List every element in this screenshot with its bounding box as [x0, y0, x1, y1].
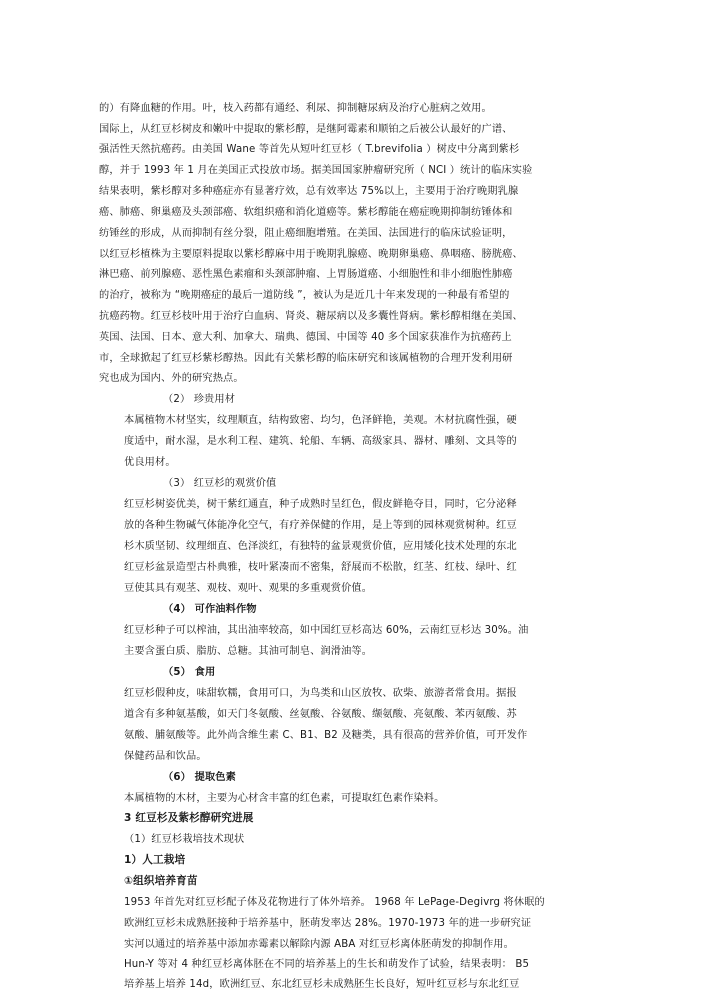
text-line: 优良用材。 [124, 457, 176, 468]
text-line: 红豆杉树姿优美，树干紫红通直，种子成熟时呈红色，假皮鲜艳夺目，同时，它分泌释 [124, 499, 517, 510]
text-line: 度适中，耐水湿，是水利工程、建筑、轮船、车辆、高级家具、器材、雕刻、文具等的 [124, 436, 517, 447]
text-line: 以红豆杉植株为主要原料提取以紫杉醇麻中用于晚期乳腺癌、晚期卵巢癌、鼻咽癌、膀胱癌、 [99, 249, 523, 260]
text-line: 国际上，从红豆杉树皮和嫩叶中提取的紫杉醇，是继阿霉素和顺铂之后被公认最好的广谱、 [99, 124, 513, 135]
text-line: 醇，并于 1993 年 1 月在美国正式投放市场。据美国国家肿瘤研究所（ NCI ）统计的临床实验 [99, 165, 533, 176]
text-line: 红豆杉盆景造型古朴典雅，枝叶紧凑而不密集，舒展而不松散，红茎、红枝、绿叶、红 [124, 562, 517, 573]
subheading: （6） 提取色素 [163, 772, 236, 783]
subheading: （4） 可作油料作物 [163, 604, 257, 615]
text-line: 主要含蛋白质、脂肪、总糖。其油可制皂、润滑油等。 [124, 646, 373, 657]
text-line: 氨酸、脯氨酸等。此外尚含维生素 C、B1、B2 及糖类，具有很高的营养价值，可开发作 [124, 730, 528, 741]
subheading: （1）红豆杉栽培技术现状 [124, 834, 245, 845]
text-line: 欧洲红豆杉未成熟胚接种于培养基中，胚萌发率达 28%。1970-1973 年的进一步研究证 [124, 918, 532, 929]
section-heading: 3 红豆杉及紫杉醇研究进展 [124, 812, 254, 824]
text-line: 纺锤丝的形成，从而抑制有丝分裂，阻止癌细胞增殖。在美国、法国进行的临床试验证明， [99, 228, 513, 239]
text-line: 英国、法国、日本、意大利、加拿大、瑞典、德国、中国等 40 多个国家获准作为抗癌药上 [99, 332, 512, 343]
text-line: 放的各种生物碱气体能净化空气，有疗养保健的作用，是上等到的园林观赏树种。红豆 [124, 520, 517, 531]
text-line: 市，全球掀起了红豆杉紫杉醇热。因此有关紫杉醇的临床研究和该属植物的合理开发利用研 [99, 353, 513, 364]
text-line: 1953 年首先对红豆杉配子体及花物进行了体外培养。 1968 年 LePage-Degivrg 将休眠的 [124, 897, 545, 908]
subheading: （5） 食用 [163, 667, 216, 678]
text-line: 本属植物木材坚实，纹理顺直，结构致密、均匀，色泽鲜艳，美观。木材抗腐性强，硬 [124, 415, 517, 426]
subheading: （2） 珍贵用材 [163, 394, 236, 405]
text-line: 培养基上培养 14d，欧洲红豆、东北红豆杉未成熟胚生长良好，短叶红豆杉与东北红豆 [124, 979, 520, 990]
text-line: 杉木质坚韧、纹理细直、色泽淡红，有独特的盆景观赏价值，应用矮化技术处理的东北 [124, 541, 517, 552]
text-line: 实河以通过的培养基中添加赤霉素以解除内源 ABA 对红豆杉离体胚萌发的抑制作用。 [124, 939, 514, 950]
text-line: 的）有降血糖的作用。叶，枝入药都有通经、利尿、抑制糖尿病及治疗心脏病之效用。 [99, 103, 492, 114]
text-line: 豆使其具有观茎、观枝、观叶、观果的多重观赏价值。 [124, 583, 373, 594]
text-line: 本属植物的木材，主要为心材含丰富的红色素，可提取红色素作染料。 [124, 793, 445, 804]
text-line: 道含有多种氨基酸，如天门冬氨酸、丝氨酸、谷氨酸、缬氨酸、亮氨酸、苯丙氨酸、苏 [124, 709, 517, 720]
text-line: Hun-Y 等对 4 种红豆杉离体胚在不同的培养基上的生长和萌发作了试验，结果表明： B5 [124, 959, 530, 970]
text-line: 抗癌药物。红豆杉枝叶用于治疗白血病、肾炎、糖尿病以及多囊性肾病。紫杉醇相继在美国、 [99, 311, 523, 322]
text-line: 结果表明，紫杉醇对多种癌症亦有显著疗效，总有效率达 75%以上，主要用于治疗晚期乳腺 [99, 186, 519, 197]
text-line: 强活性天然抗癌药。由美国 Wane 等首先从短叶红豆杉（ T.brevifolia ）树皮中分离到紫杉 [99, 144, 520, 155]
text-line: 保健药品和饮品。 [124, 751, 207, 762]
text-line: 红豆杉种子可以榨油，其出油率较高，如中国红豆杉高达 60%，云南红豆杉达 30%。油 [124, 625, 529, 636]
subheading: （3） 红豆杉的观赏价值 [163, 478, 277, 489]
text-line: 淋巴癌、前列腺癌、恶性黑色素瘤和头颈部肿瘤、上胃肠道癌、小细胞性和非小细胞性肺癌 [99, 269, 513, 280]
text-line: 癌、肺癌、卵巢癌及头颈部癌、软组织癌和消化道癌等。紫杉醇能在癌症晚期抑制纺锤体和 [99, 207, 513, 218]
text-line: 的治疗，被称为 “晚期癌症的最后一道防线 ”，被认为是近几十年来发现的一种最有希望的 [99, 290, 510, 301]
subheading: ①组织培养育苗 [124, 875, 198, 887]
text-line: 究也成为国内、外的研究热点。 [99, 373, 244, 384]
text-line: 红豆杉假种皮，味甜软糯，食用可口，为鸟类和山区放牧、砍柴、旅游者常食用。据报 [124, 688, 517, 699]
subheading: 1）人工栽培 [124, 854, 186, 866]
